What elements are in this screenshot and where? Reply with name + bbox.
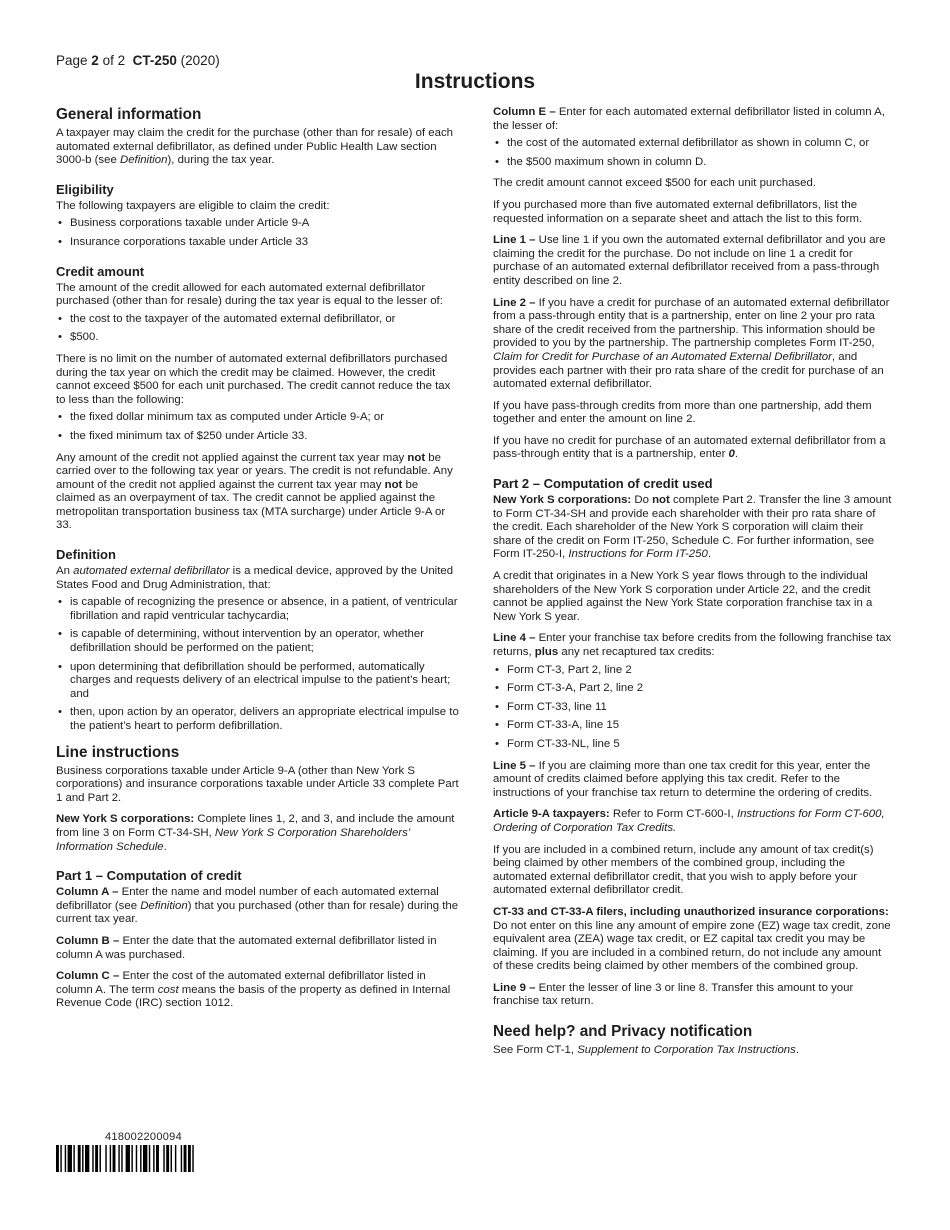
- article-9a-text: Article 9-A taxpayers: Refer to Form CT-600-I, Instructions for Form CT-600, Ordering of Corporation Tax Credits.: [493, 808, 885, 834]
- barcode-bar: [192, 1145, 193, 1172]
- definition-heading: Definition: [56, 547, 116, 563]
- page-label: Page: [56, 53, 88, 68]
- credit-amount-heading: Credit amount: [56, 263, 145, 279]
- definition-section: [56, 547, 460, 734]
- line-5-text: Line 5 – If you are claiming more than one tax credit for this year, enter the amount of credits claimed before applying this tax credit. Refer to the instructions of your franchise tax return to determine the ordering of credits.: [493, 759, 873, 799]
- page-of-label: of 2: [102, 53, 126, 68]
- barcode-bar: [56, 1145, 59, 1172]
- part2-heading: Part 2 – Computation of credit used: [493, 476, 713, 492]
- barcode-bar: [113, 1145, 116, 1172]
- eligibility-section: [56, 182, 460, 250]
- barcode-bar: [95, 1145, 98, 1172]
- form-number: CT-250: [132, 53, 177, 68]
- list-item: • is capable of determining, without intervention by an operator, whether defibrillation should be performed on the patient;: [56, 628, 460, 655]
- page-title: Instructions: [414, 70, 536, 93]
- barcode-number: 418002200094: [105, 1131, 183, 1143]
- list-item: • is capable of recognizing the presence or absence, in a patient, of ventricular fibrillation and rapid ventricular tachycardia;: [56, 596, 460, 623]
- barcode-bar: [175, 1145, 176, 1172]
- part1-section: [56, 868, 460, 1011]
- column-c-text: Column C – Enter the cost of the automated external defibrillator listed in column A. The term cost means the basis of the property as defined in Internal Revenue Code (IRC) section 1012.: [56, 970, 451, 1010]
- column-a-text: Column A – Enter the name and model number of each automated external defibrillator (see Definition) that you purchased (other than for resale) during the current tax year.: [56, 886, 459, 926]
- part2-section: [493, 476, 893, 1009]
- list-item: • the fixed minimum tax of $250 under Article 33.: [56, 430, 460, 444]
- barcode-bar: [68, 1145, 72, 1172]
- credit-amount-section: [56, 264, 460, 534]
- s-year-flow-text: A credit that originates in a New York S year flows through to the individual shareholders of the New York S corporation under Article 22, and the credit cannot be applied against the New York State corporation franchise tax in a New York S year.: [493, 570, 873, 623]
- barcode-bar: [184, 1145, 187, 1172]
- line-4-text: Line 4 – Enter your franchise tax before credits from the following franchise tax returns, plus any net recaptured tax credits:: [493, 632, 892, 658]
- form-year: (2020): [180, 53, 220, 68]
- column-b-text: Column B – Enter the date that the automated external defibrillator listed in column A was purchased.: [56, 934, 437, 961]
- barcode-bar: [163, 1145, 164, 1172]
- barcode-bar: [85, 1145, 89, 1172]
- list-item: • Form CT-33-A, line 15: [493, 719, 893, 733]
- barcode-bar: [131, 1145, 132, 1172]
- part1-heading: Part 1 – Computation of credit: [56, 868, 242, 884]
- credit-amount-list: [56, 313, 460, 345]
- list-item: • then, upon action by an operator, delivers an appropriate electrical impulse to the patient’s heart to perform defibrillation.: [56, 706, 460, 733]
- barcode-bar: [92, 1145, 93, 1172]
- barcode-bar: [65, 1145, 66, 1172]
- column-e-list: [493, 137, 893, 169]
- combined-return-text: If you are included in a combined return, include any amount of tax credit(s) being claimed by other members of the combined group, including the automated external defibrillator credit, that you wish to apply before your automated external defibrillator credit.: [493, 843, 874, 897]
- definition-intro: An automated external defibrillator is a medical device, approved by the United States Food and Drug Administration, that:: [56, 565, 454, 591]
- general-information-text: A taxpayer may claim the credit for the purchase (other than for resale) of each automated external defibrillator, as defined under Public Health Law section 3000-b (see Definition), during the tax year.: [56, 127, 453, 167]
- eligibility-heading: Eligibility: [56, 181, 114, 197]
- list-item: • the $500 maximum shown in column D.: [493, 156, 893, 170]
- barcode-bar: [78, 1145, 81, 1172]
- list-item: • Form CT-3, Part 2, line 2: [493, 664, 893, 678]
- list-item: • Business corporations taxable under Article 9-A: [56, 217, 460, 231]
- barcode-bar: [153, 1145, 154, 1172]
- list-item: • Form CT-33, line 11: [493, 701, 893, 715]
- barcode-bar: [82, 1145, 83, 1172]
- list-item: • the cost of the automated external defibrillator as shown in column C, or: [493, 137, 893, 151]
- barcode-bar: [118, 1145, 119, 1172]
- barcode-bar: [100, 1145, 101, 1172]
- ny-s-corporations-part2-text: New York S corporations: Do not complete Part 2. Transfer the line 3 amount to Form CT-34-SH and provide each shareholder with their pro rata share of the credit. Each shareholder of the New York S corporation will claim their share of the credit on Form IT-250, Schedule C. For further information, see Form IT-250-I, Instructions for Form IT-250.: [493, 494, 892, 561]
- help-heading: Need help? and Privacy notification: [493, 1023, 753, 1041]
- no-credit-text: If you have no credit for purchase of an automated external defibrillator from a pass-through entity that is a partnership, enter 0.: [493, 434, 886, 461]
- barcode-bar: [136, 1145, 137, 1172]
- line-instructions-heading: Line instructions: [56, 743, 180, 761]
- eligibility-list: [56, 217, 460, 249]
- barcode-bar: [188, 1145, 191, 1172]
- left-column: [56, 106, 460, 1019]
- help-section: [493, 1023, 893, 1058]
- list-item: • the cost to the taxpayer of the automated external defibrillator, or: [56, 313, 460, 327]
- carryover-text: Any amount of the credit not applied against the current tax year may not be carried over to the following tax year or years. The credit is not refundable. Any amount of the credit not applied against the current tax year may not be claimed as an overpayment of tax. The credit cannot be applied against the metropolitan transportation business tax (MTA surcharge) under Article 9-A or 33.: [56, 451, 453, 532]
- barcode-bar: [60, 1145, 61, 1172]
- barcode-bar: [140, 1145, 141, 1172]
- barcode-bar: [171, 1145, 172, 1172]
- barcode-bar: [110, 1145, 111, 1172]
- page-number: 2: [91, 53, 99, 68]
- list-item: • $500.: [56, 331, 460, 345]
- line-instructions-section: [56, 744, 460, 855]
- ny-s-corporations-text: New York S corporations: Complete lines 1, 2, and 3, and include the amount from line 3 on Form CT-34-SH, New York S Corporation Shareholders’ Information Schedule.: [56, 813, 455, 853]
- definition-list: [56, 596, 460, 733]
- barcode-bar: [73, 1145, 74, 1172]
- list-item: • Form CT-33-NL, line 5: [493, 738, 893, 752]
- line-1-text: Line 1 – Use line 1 if you own the automated external defibrillator and you are claiming the credit for the purchase. Do not include on line 1 a credit for purchase of an automated external defibrillator received from a pass-through entity described on line 2.: [493, 234, 886, 287]
- help-text: See Form CT-1, Supplement to Corporation Tax Instructions.: [493, 1044, 800, 1057]
- barcode-bar: [149, 1145, 150, 1172]
- barcode-bar: [143, 1145, 147, 1172]
- column-e-text: Column E – Enter for each automated external defibrillator listed in column A, the lesser of:: [493, 106, 885, 132]
- line-9-text: Line 9 – Enter the lesser of line 3 or line 8. Transfer this amount to your franchise tax return.: [493, 981, 854, 1008]
- list-item: • Insurance corporations taxable under Article 33: [56, 236, 460, 250]
- line-2-text: Line 2 – If you have a credit for purchase of an automated external defibrillator from a pass-through entity that is a partnership, enter on line 2 your pro rata share of the credit received from the partnership. This information should be provided to you by the partnership. The partnership completes Form IT-250, Claim for Credit for Purchase of an Automated External Defibrillator, and provides each partner with their pro rata share of the credit for purchase of an automated external defibrillator.: [493, 296, 890, 391]
- minimum-tax-list: [56, 411, 460, 443]
- general-information-heading: General information: [56, 106, 202, 123]
- barcode-bar: [181, 1145, 182, 1172]
- barcode-bar: [156, 1145, 159, 1172]
- barcode-bar: [121, 1145, 122, 1172]
- barcode-bar: [105, 1145, 106, 1172]
- credit-limit-text: There is no limit on the number of automated external defibrillators purchased during the tax year on which the credit may be claimed. However, the credit cannot exceed $500 for each unit purchased. The credit cannot reduce the tax to less than the following:: [56, 352, 451, 406]
- line-4-list: [493, 664, 893, 752]
- barcode-bar: [126, 1145, 130, 1172]
- barcode: [56, 1145, 240, 1172]
- credit-amount-intro: The amount of the credit allowed for each automated external defibrillator purchased (other than for resale) during the tax year is equal to the lesser of:: [56, 281, 443, 308]
- more-than-five-text: If you purchased more than five automated external defibrillators, list the requested information on a separate sheet and attach the list to this form.: [493, 198, 863, 225]
- barcode-bar: [166, 1145, 169, 1172]
- list-item: • Form CT-3-A, Part 2, line 2: [493, 682, 893, 696]
- general-information-section: [56, 106, 460, 168]
- eligibility-intro: The following taxpayers are eligible to claim the credit:: [56, 199, 330, 212]
- page-header: [56, 54, 220, 68]
- line-instructions-text: Business corporations taxable under Article 9-A (other than New York S corporations) and insurance corporations taxable under Article 33 complete Part 1 and Part 2.: [56, 764, 459, 804]
- credit-limit-text: The credit amount cannot exceed $500 for each unit purchased.: [493, 177, 816, 190]
- ct33-filers-text: CT-33 and CT-33-A filers, including unauthorized insurance corporations: Do not enter on this line any amount of empire zone (EZ) wage tax credit, zone equivalent area (ZEA) wage tax credit, or EZ capital tax credit you may be claiming. If you are included in a combined return, do not include any amount of these credits being claimed by other members of the combined group.: [493, 905, 891, 973]
- list-item: • upon determining that defibrillation should be performed, automatically charges and requests delivery of an electrical impulse to the patient’s heart; and: [56, 661, 460, 702]
- right-column: [493, 106, 893, 1066]
- multiple-partnerships-text: If you have pass-through credits from more than one partnership, add them together and enter the amount on line 2.: [493, 399, 872, 426]
- list-item: • the fixed dollar minimum tax as computed under Article 9-A; or: [56, 411, 460, 425]
